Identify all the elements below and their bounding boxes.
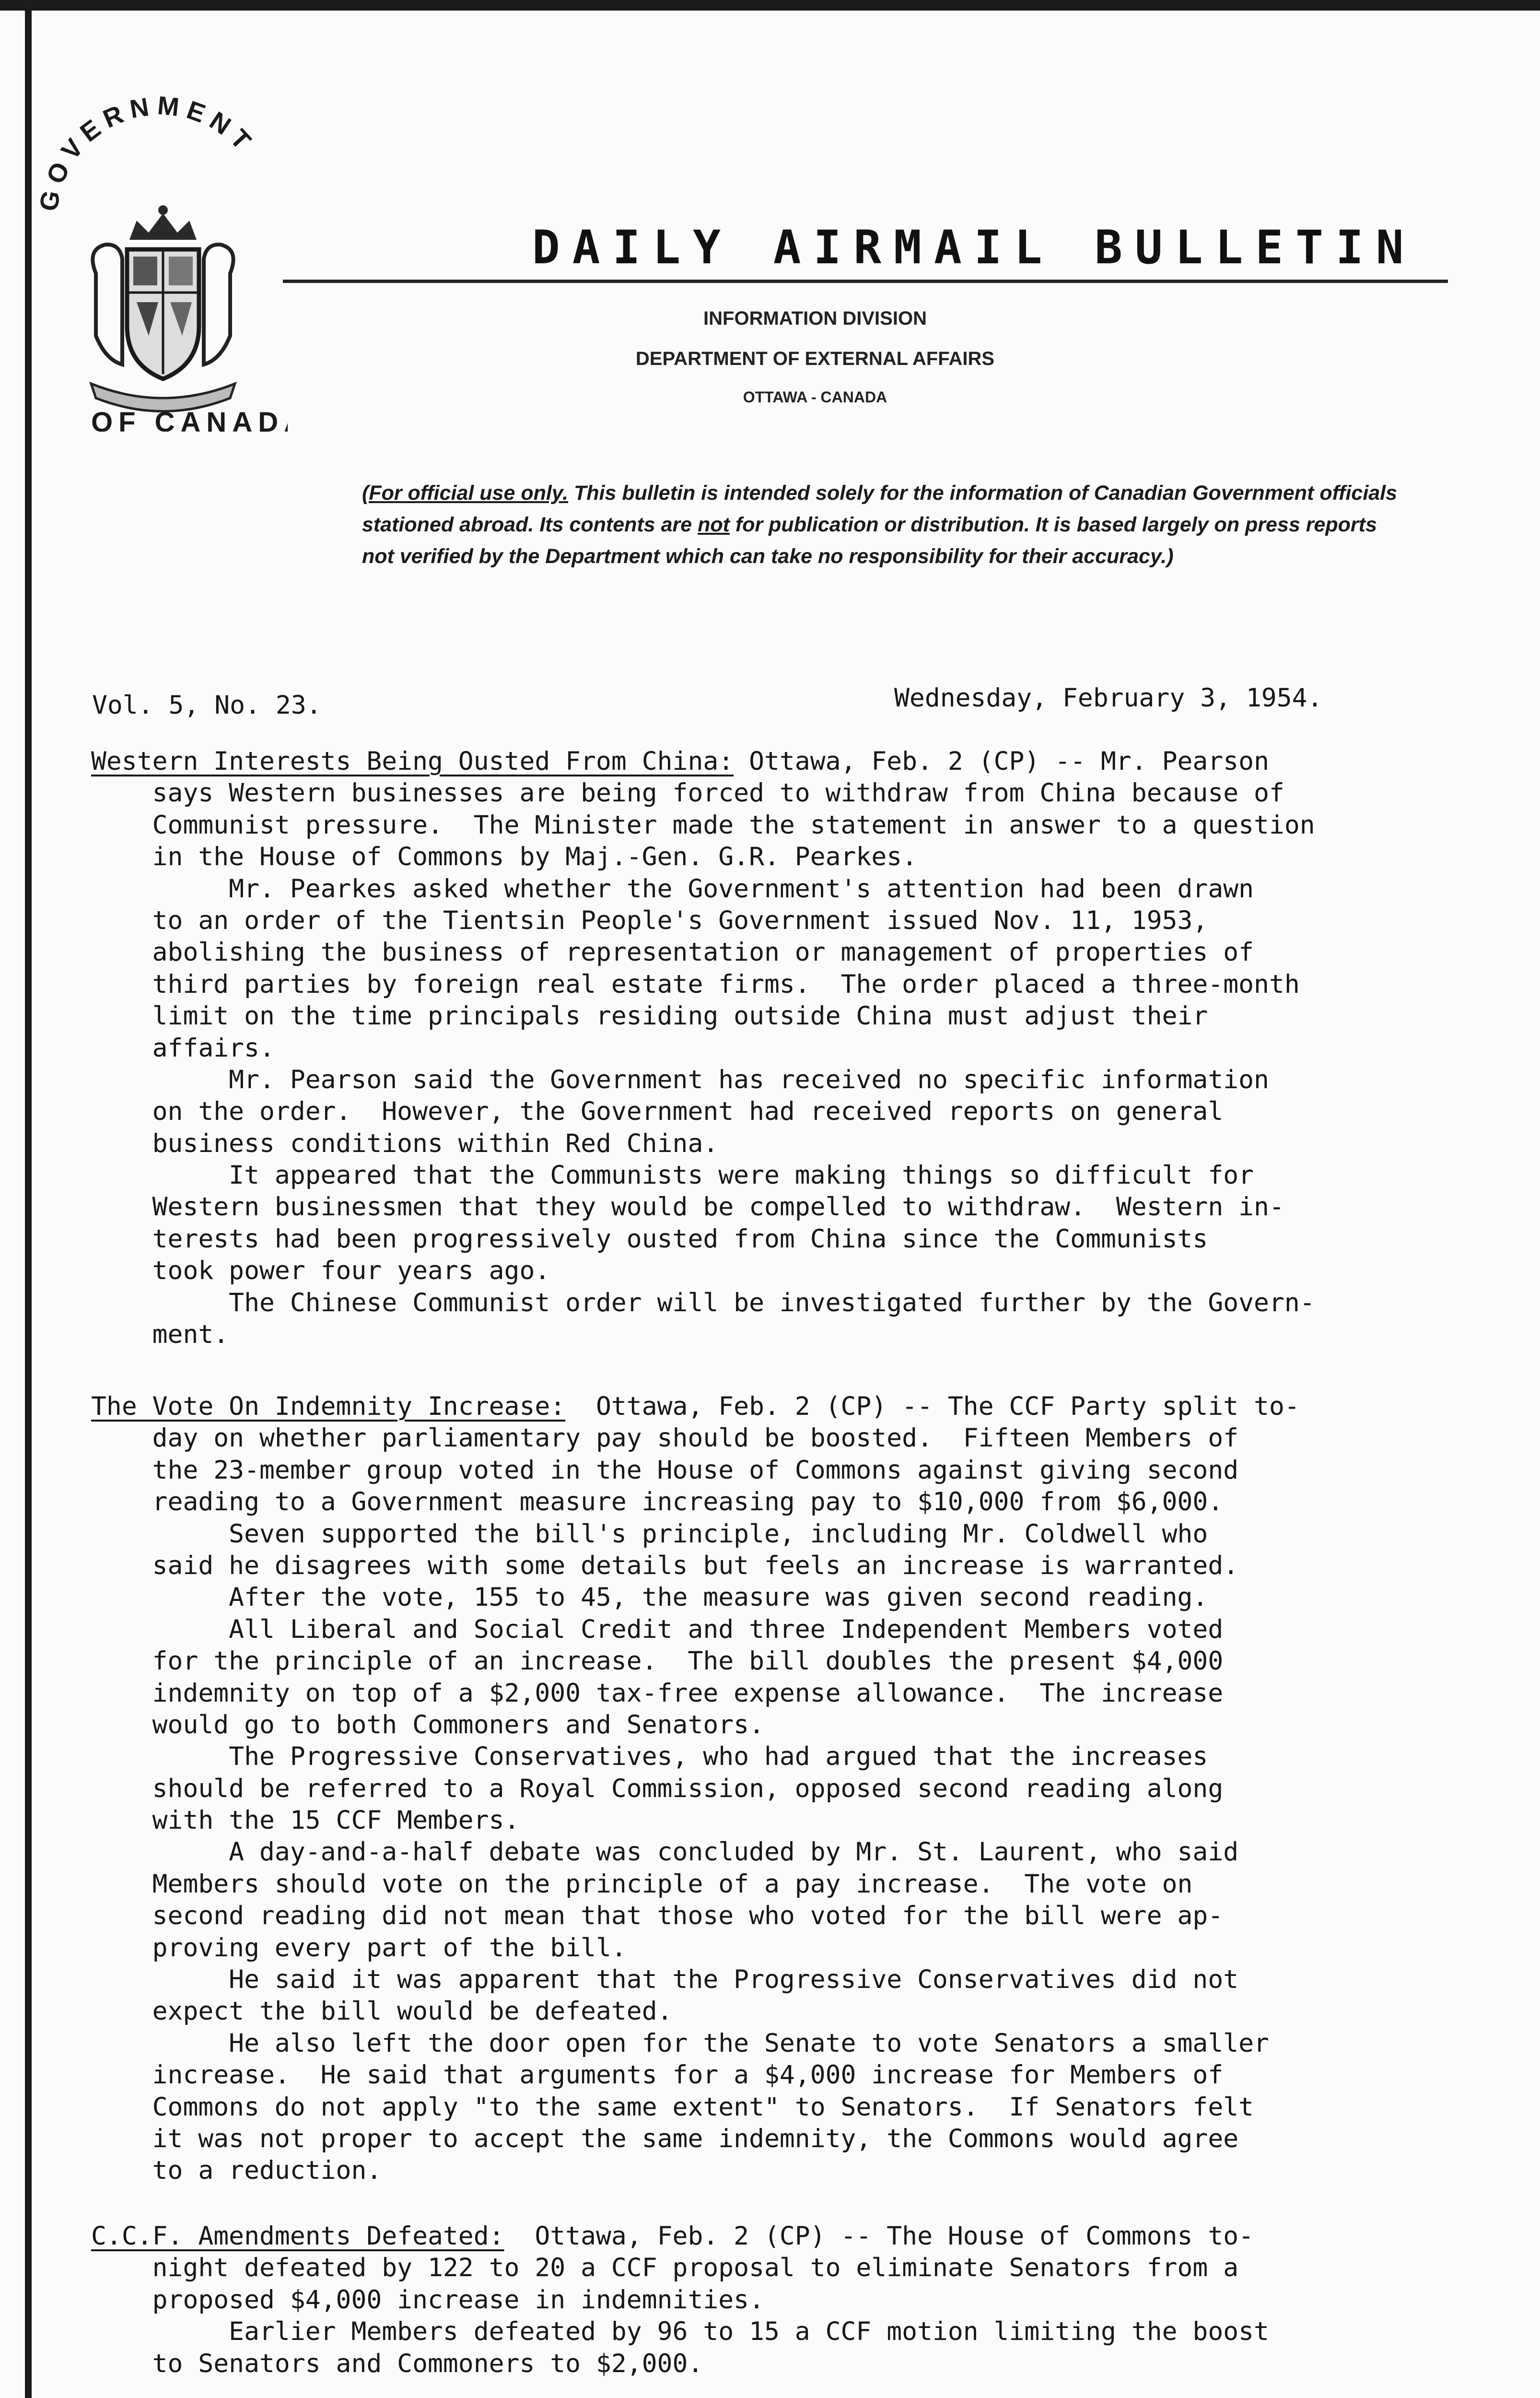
article-line: affairs. <box>91 1033 275 1063</box>
article-line: Mr. Pearson said the Government has received no specific information <box>91 1065 1269 1094</box>
article-line: abolishing the business of representation or management of properties of <box>91 938 1254 967</box>
article-line: the 23-member group voted in the House of Commons against giving second <box>91 1455 1239 1485</box>
article-dateline: Ottawa, Feb. 2 (CP) -- The CCF Party split to- <box>565 1392 1300 1421</box>
top-edge-rule <box>0 0 1540 11</box>
article-ccf-amendments <box>91 2221 1429 2380</box>
article-line: said he disagrees with some details but feels an increase is warranted. <box>91 1551 1239 1580</box>
article-heading: Western Interests Being Ousted From China: <box>91 747 734 776</box>
government-seal <box>38 67 288 432</box>
article-line: After the vote, 155 to 45, the measure was given second reading. <box>91 1583 1208 1612</box>
article-line: took power four years ago. <box>91 1256 550 1286</box>
article-line: in the House of Commons by Maj.-Gen. G.R. Pearkes. <box>91 842 918 872</box>
article-body <box>91 777 1429 1351</box>
article-line: ment. <box>91 1320 229 1350</box>
article-line: It appeared that the Communists were making things so difficult for <box>91 1161 1254 1190</box>
article-heading: The Vote On Indemnity Increase: <box>91 1392 566 1421</box>
article-line: business conditions within Red China. <box>91 1128 719 1158</box>
article-line: He said it was apparent that the Progressive Conservatives did not <box>91 1965 1239 1995</box>
disclaimer-lead: (For official use only. <box>362 482 569 505</box>
article-line: says Western businesses are being forced to withdraw from China because of <box>91 778 1284 808</box>
article-line: Earlier Members defeated by 96 to 15 a CCF motion limiting the boost <box>91 2317 1269 2347</box>
disclaimer-text-2: for publication or distribution. It is based largely on press reports not verified by the Department which can take no responsibility for their accuracy.) <box>362 513 1377 568</box>
article-line: proving every part of the bill. <box>91 1933 627 1963</box>
article-body <box>91 2252 1429 2380</box>
article-heading-line <box>91 1391 1429 1422</box>
article-line: should be referred to a Royal Commission, opposed second reading along <box>91 1774 1224 1803</box>
article-line: proposed $4,000 increase in indemnities. <box>91 2285 764 2315</box>
article-line: All Liberal and Social Credit and three Independent Members voted <box>91 1614 1224 1644</box>
article-line: A day-and-a-half debate was concluded by Mr. St. Laurent, who said <box>91 1837 1239 1867</box>
article-line: The Progressive Conservatives, who had argued that the increases <box>91 1742 1208 1772</box>
org-division: INFORMATION DIVISION <box>703 308 927 329</box>
disclaimer-not: not <box>698 513 730 536</box>
masthead-rule <box>283 280 1448 283</box>
article-western-interests <box>91 746 1429 1351</box>
article-dateline: Ottawa, Feb. 2 (CP) -- Mr. Pearson <box>734 747 1269 776</box>
article-line: for the principle of an increase. The bill doubles the present $4,000 <box>91 1646 1224 1676</box>
seal-bottom-text: OF CANAD <box>91 407 284 432</box>
org-location: OTTAWA - CANADA <box>743 388 887 406</box>
article-heading-line <box>91 2221 1429 2252</box>
article-line: to a reduction. <box>91 2156 382 2186</box>
issue-date: Wednesday, February 3, 1954. <box>894 683 1323 713</box>
article-line: Seven supported the bill's principle, including Mr. Coldwell who <box>91 1519 1208 1549</box>
article-line: with the 15 CCF Members. <box>91 1806 520 1835</box>
article-line: to Senators and Commoners to $2,000. <box>91 2349 703 2378</box>
article-line: would go to both Commoners and Senators. <box>91 1710 764 1740</box>
article-line: He also left the door open for the Senate to vote Senators a smaller <box>91 2028 1269 2058</box>
article-line: expect the bill would be defeated. <box>91 1997 673 2026</box>
article-line: reading to a Government measure increasing pay to $10,000 from $6,000. <box>91 1487 1224 1517</box>
left-binding-rule <box>25 0 32 2398</box>
article-line: indemnity on top of a $2,000 tax-free expense allowance. The increase <box>91 1678 1224 1708</box>
article-line: increase. He said that arguments for a $4,000 increase for Members of <box>91 2060 1224 2090</box>
disclaimer-text-1: This bulletin is intended solely for the information of Canadian Government officials stationed abroad. Its contents are <box>362 482 1398 536</box>
article-body <box>91 1422 1429 2186</box>
coat-of-arms-icon <box>38 67 288 432</box>
article-heading: C.C.F. Amendments Defeated: <box>91 2222 504 2251</box>
article-line: on the order. However, the Government had received reports on general <box>91 1097 1224 1127</box>
article-line: The Chinese Communist order will be investigated further by the Govern- <box>91 1288 1315 1317</box>
article-line: third parties by foreign real estate firms. The order placed a three-month <box>91 969 1300 999</box>
seal-top-text: OVERNMENT <box>41 91 261 188</box>
svg-text:GOVERNMENT <box>38 91 261 213</box>
article-indemnity-vote <box>91 1391 1429 2187</box>
article-line: to an order of the Tientsin People's Government issued Nov. 11, 1953, <box>91 905 1208 935</box>
article-line: it was not proper to accept the same indemnity, the Commons would agree <box>91 2124 1239 2153</box>
article-line: Communist pressure. The Minister made the statement in answer to a question <box>91 810 1315 840</box>
article-line: second reading did not mean that those who voted for the bill were ap- <box>91 1901 1224 1931</box>
article-heading-line <box>91 746 1429 777</box>
article-line: Members should vote on the principle of a pay increase. The vote on <box>91 1869 1193 1899</box>
issue-volume: Vol. 5, No. 23. <box>92 691 322 720</box>
article-line: terests had been progressively ousted from China since the Communists <box>91 1224 1208 1254</box>
article-line: Mr. Pearkes asked whether the Government's attention had been drawn <box>91 874 1254 904</box>
article-line: Western businessmen that they would be compelled to withdraw. Western in- <box>91 1192 1284 1222</box>
article-line: limit on the time principals residing outside China must adjust their <box>91 1001 1208 1031</box>
article-line: Commons do not apply "to the same extent" to Senators. If Senators felt <box>91 2092 1254 2122</box>
article-line: night defeated by 122 to 20 a CCF proposal to eliminate Senators from a <box>91 2253 1239 2283</box>
org-department: DEPARTMENT OF EXTERNAL AFFAIRS <box>635 348 995 369</box>
article-line: day on whether parliamentary pay should be boosted. Fifteen Members of <box>91 1423 1239 1453</box>
disclaimer-notice <box>362 477 1398 572</box>
article-dateline: Ottawa, Feb. 2 (CP) -- The House of Commons to- <box>504 2222 1254 2251</box>
bulletin-title: DAILY AIRMAIL BULLETIN <box>532 221 1416 274</box>
